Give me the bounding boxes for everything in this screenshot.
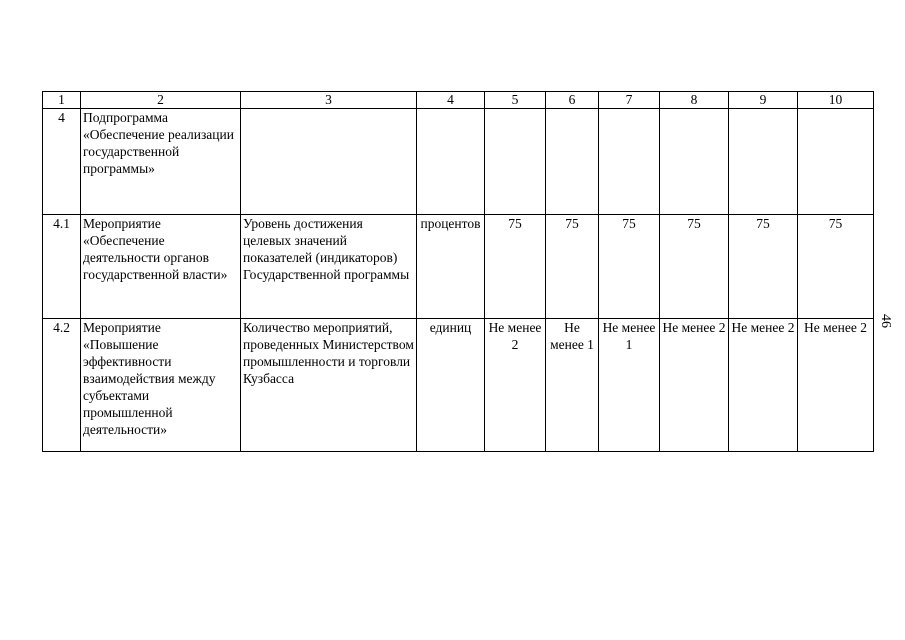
column-number-8: 8 xyxy=(660,92,729,109)
row-value-6 xyxy=(546,109,599,215)
column-number-6: 6 xyxy=(546,92,599,109)
row-value-5: 75 xyxy=(485,215,546,319)
row-number: 4.1 xyxy=(43,215,81,319)
table-row xyxy=(43,215,874,319)
row-value-8: Не менее 2 xyxy=(660,319,729,452)
column-number-2: 2 xyxy=(81,92,241,109)
column-number-4: 4 xyxy=(417,92,485,109)
row-name: Мероприятие «Повышение эффективности взаимодействия между субъектами промышленной деятельности» xyxy=(81,319,241,452)
column-number-5: 5 xyxy=(485,92,546,109)
row-value-5 xyxy=(485,109,546,215)
column-number-10: 10 xyxy=(798,92,874,109)
row-value-6: 75 xyxy=(546,215,599,319)
row-value-6: Не менее 1 xyxy=(546,319,599,452)
row-number: 4.2 xyxy=(43,319,81,452)
page-number: 46 xyxy=(878,314,893,328)
column-number-3: 3 xyxy=(241,92,417,109)
row-indicator: Количество мероприятий, проведенных Министерством промышленности и торговли Кузбасса xyxy=(241,319,417,452)
row-name: Подпрограмма «Обеспечение реализации государственной программы» xyxy=(81,109,241,215)
column-number-1: 1 xyxy=(43,92,81,109)
row-unit: единиц xyxy=(417,319,485,452)
row-unit xyxy=(417,109,485,215)
row-value-8 xyxy=(660,109,729,215)
row-unit: процентов xyxy=(417,215,485,319)
row-value-7: Не менее 1 xyxy=(599,319,660,452)
row-value-10: Не менее 2 xyxy=(798,319,874,452)
row-number: 4 xyxy=(43,109,81,215)
row-value-7: 75 xyxy=(599,215,660,319)
column-number-7: 7 xyxy=(599,92,660,109)
row-name: Мероприятие «Обеспечение деятельности органов государственной власти» xyxy=(81,215,241,319)
table-row xyxy=(43,109,874,215)
header-row xyxy=(43,92,874,109)
row-value-9: Не менее 2 xyxy=(729,319,798,452)
row-value-9 xyxy=(729,109,798,215)
indicators-table xyxy=(42,91,874,452)
row-value-5: Не менее 2 xyxy=(485,319,546,452)
row-value-10 xyxy=(798,109,874,215)
row-value-10: 75 xyxy=(798,215,874,319)
row-value-7 xyxy=(599,109,660,215)
table-row xyxy=(43,319,874,452)
row-value-9: 75 xyxy=(729,215,798,319)
column-number-9: 9 xyxy=(729,92,798,109)
row-indicator xyxy=(241,109,417,215)
row-value-8: 75 xyxy=(660,215,729,319)
row-indicator: Уровень достижения целевых значений показателей (индикаторов) Государственной программы xyxy=(241,215,417,319)
